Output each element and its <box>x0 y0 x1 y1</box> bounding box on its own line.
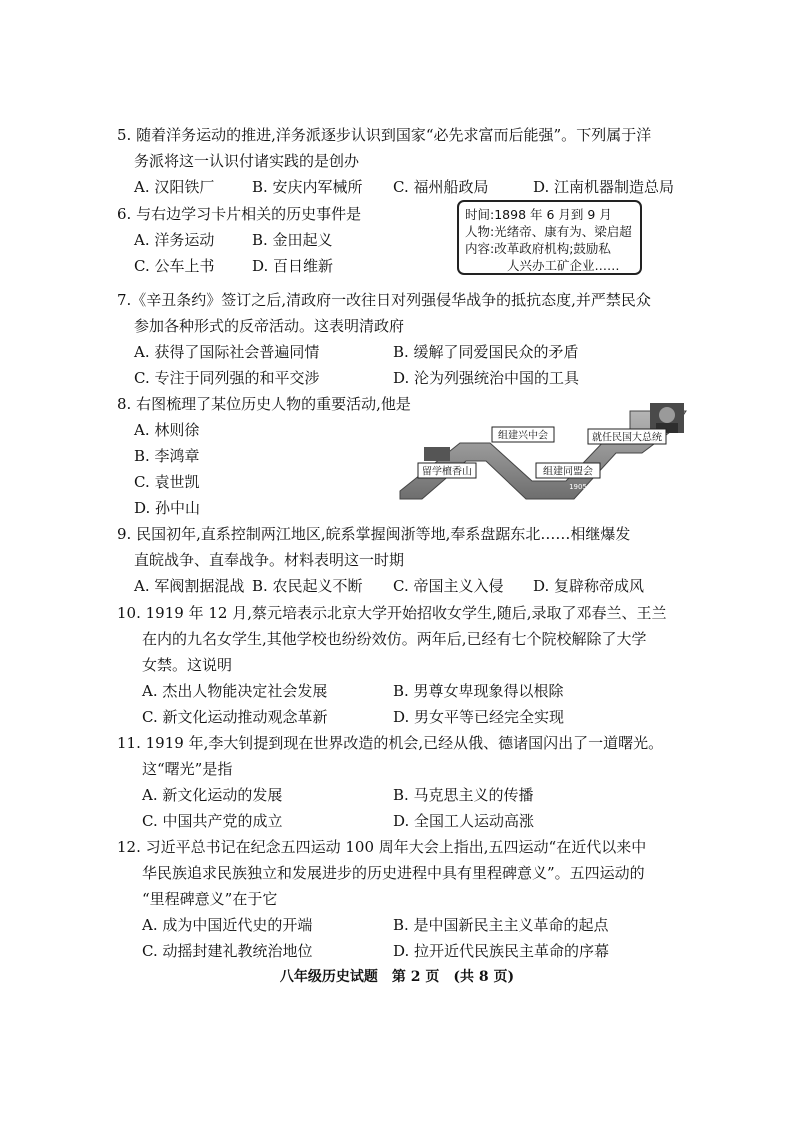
study-card-content: 内容:改革政府机构;鼓励私 <box>465 241 611 256</box>
q11-option-c: C. 中国共产党的成立 <box>142 812 283 830</box>
q9-option-b: B. 农民起义不断 <box>252 577 363 595</box>
q5-option-a: A. 汉阳铁厂 <box>134 178 215 196</box>
q7-option-c: C. 专注于同列强的和平交涉 <box>134 369 320 387</box>
q12-stem-line3: “里程碑意义”在于它 <box>142 890 278 908</box>
q6-option-b: B. 金田起义 <box>252 231 333 249</box>
q5-option-b: B. 安庆内军械所 <box>252 178 363 196</box>
activity-timeline <box>398 403 688 505</box>
q6-option-c: C. 公车上书 <box>134 257 215 275</box>
timeline-label-1: 留学檀香山 <box>422 466 472 478</box>
study-card-time: 时间:1898 年 6 月到 9 月 <box>465 207 612 222</box>
q7-option-a: A. 获得了国际社会普遍同情 <box>134 343 320 361</box>
q12-stem-line2: 华民族追求民族独立和发展进步的历史进程中具有里程碑意义”。五四运动的 <box>142 864 645 882</box>
q8-option-a: A. 林则徐 <box>134 421 200 439</box>
q12-option-c: C. 动摇封建礼教统治地位 <box>142 942 313 960</box>
study-card <box>457 200 642 275</box>
q10-stem-line1: 10. 1919 年 12 月,蔡元培表示北京大学开始招收女学生,随后,录取了邓春兰、王兰 <box>117 604 667 622</box>
timeline-label-3: 组建同盟会 <box>543 466 593 478</box>
q12-option-b: B. 是中国新民主主义革命的起点 <box>393 916 609 934</box>
q5-option-d: D. 江南机器制造总局 <box>533 178 675 196</box>
q12-stem-line1: 12. 习近平总书记在纪念五四运动 100 周年大会上指出,五四运动“在近代以来中 <box>117 838 647 856</box>
timeline-label-2: 组建兴中会 <box>498 430 548 442</box>
portrait-head <box>659 407 675 423</box>
q8-option-c: C. 袁世凯 <box>134 473 200 491</box>
q8-option-d: D. 孙中山 <box>134 499 201 517</box>
q7-stem-line1: 7.《辛丑条约》签订之后,清政府一改往日对列强侵华战争的抵抗态度,并严禁民众 <box>117 291 651 309</box>
q11-stem-line2: 这“曙光”是指 <box>142 760 233 778</box>
q9-stem-line1: 9. 民国初年,直系控制两江地区,皖系掌握闽浙等地,奉系盘踞东北……相继爆发 <box>117 525 631 543</box>
timeline-year-1: 1878 <box>457 484 475 492</box>
q10-stem-line3: 女禁。这说明 <box>142 656 233 674</box>
q8-option-b: B. 李鸿章 <box>134 447 200 465</box>
q10-option-a: A. 杰出人物能决定社会发展 <box>142 682 328 700</box>
timeline-label-4: 就任民国大总统 <box>592 432 662 444</box>
q8-stem: 8. 右图梳理了某位历史人物的重要活动,他是 <box>117 395 411 413</box>
q6-stem: 6. 与右边学习卡片相关的历史事件是 <box>117 205 362 223</box>
study-card-people: 人物:光绪帝、康有为、梁启超 <box>465 224 632 239</box>
q12-option-d: D. 拉开近代民族民主革命的序幕 <box>393 942 610 960</box>
q11-option-b: B. 马克思主义的传播 <box>393 786 534 804</box>
q5-stem-line2: 务派将这一认识付诸实践的是创办 <box>134 152 360 170</box>
q7-option-b: B. 缓解了同爱国民众的矛盾 <box>393 343 579 361</box>
q9-option-d: D. 复辟称帝成风 <box>533 577 645 595</box>
timeline-year-2: 1894 <box>519 447 537 455</box>
q10-option-d: D. 男女平等已经完全实现 <box>393 708 565 726</box>
q9-option-c: C. 帝国主义入侵 <box>393 577 504 595</box>
q11-option-a: A. 新文化运动的发展 <box>142 786 283 804</box>
q11-option-d: D. 全国工人运动高涨 <box>393 812 535 830</box>
houses-image <box>424 447 450 461</box>
q5-option-c: C. 福州船政局 <box>393 178 489 196</box>
q7-option-d: D. 沦为列强统治中国的工具 <box>393 369 580 387</box>
q6-option-d: D. 百日维新 <box>252 257 334 275</box>
q12-option-a: A. 成为中国近代史的开端 <box>142 916 313 934</box>
q6-option-a: A. 洋务运动 <box>134 231 215 249</box>
q11-stem-line1: 11. 1919 年,李大钊提到现在世界改造的机会,已经从俄、德诸国闪出了一道曙光。 <box>117 734 664 752</box>
page-footer: 八年级历史试题 第 2 页 (共 8 页) <box>279 969 515 985</box>
q7-stem-line2: 参加各种形式的反帝活动。这表明清政府 <box>134 317 405 335</box>
q10-option-c: C. 新文化运动推动观念革新 <box>142 708 328 726</box>
timeline-year-4: 1912 <box>651 447 669 455</box>
timeline-year-3: 1905 <box>569 483 587 491</box>
q10-option-b: B. 男尊女卑现象得以根除 <box>393 682 564 700</box>
study-card-content-cont: 人兴办工矿企业…… <box>507 258 620 273</box>
q5-stem-line1: 5. 随着洋务运动的推进,洋务派逐步认识到国家“必先求富而后能强”。下列属于洋 <box>117 126 652 144</box>
q9-stem-line2: 直皖战争、直奉战争。材料表明这一时期 <box>134 551 405 569</box>
q10-stem-line2: 在内的九名女学生,其他学校也纷纷效仿。两年后,已经有七个院校解除了大学 <box>142 630 647 648</box>
q9-option-a: A. 军阀割据混战 <box>134 577 245 595</box>
